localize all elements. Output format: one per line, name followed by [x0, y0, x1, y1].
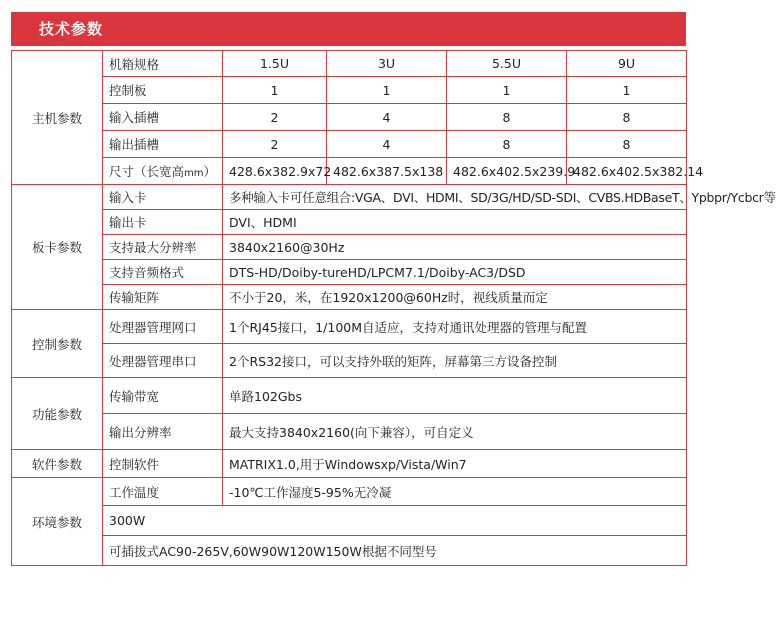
- row-label: 处理器管理网口: [103, 310, 223, 344]
- cell-value: 不小于20，米，在1920x1200@60Hz时，视线质量而定: [223, 285, 687, 310]
- spec-table: [11, 50, 776, 566]
- cell-value: 8: [567, 104, 687, 131]
- row-label-size: [103, 158, 223, 185]
- cell-value: 5.5U: [447, 51, 567, 77]
- cell-value: 2个RS32接口，可以支持外联的矩阵，屏幕第三方设备控制: [223, 344, 687, 378]
- cell-value: 单路102Gbs: [223, 378, 687, 414]
- row-label: 传输矩阵: [103, 285, 223, 310]
- cell-value: 3U: [327, 51, 447, 77]
- row-label: 机箱规格: [103, 51, 223, 77]
- cell-value: 482.6x402.5x239.9: [447, 158, 567, 185]
- cell-value: MATRIX1.0,用于Windowsxp/Vista/Win7: [223, 450, 687, 478]
- cell-value: -10℃工作湿度5-95%无冷凝: [223, 478, 687, 506]
- table-row: [12, 131, 687, 158]
- table-row: [12, 378, 687, 414]
- row-label: 处理器管理串口: [103, 344, 223, 378]
- table-row: [12, 310, 687, 344]
- table-row: [12, 158, 687, 185]
- cell-value-supply: 可插拔式AC90-265V,60W90W120W150W根据不同型号: [103, 536, 687, 566]
- row-label: 输出插槽: [103, 131, 223, 158]
- table-row: [12, 478, 687, 506]
- row-label: 支持音频格式: [103, 260, 223, 285]
- cell-value: 2: [223, 104, 327, 131]
- row-label: 控制软件: [103, 450, 223, 478]
- table-row: [12, 414, 687, 450]
- row-label: 传输带宽: [103, 378, 223, 414]
- cell-value: 8: [567, 131, 687, 158]
- group-control: 控制参数: [12, 310, 103, 378]
- row-label: 输出卡: [103, 210, 223, 235]
- cell-value: 1: [327, 77, 447, 104]
- size-unit: mm: [184, 168, 204, 179]
- table-row: [12, 185, 687, 210]
- cell-value: 3840x2160@30Hz: [223, 235, 687, 260]
- table-row: [12, 260, 687, 285]
- cell-value: 1: [567, 77, 687, 104]
- group-software: 软件参数: [12, 450, 103, 478]
- size-label: 尺寸（长宽高: [109, 164, 185, 179]
- cell-value: 多种输入卡可任意组合:VGA、DVI、HDMI、SD/3G/HD/SD-SDI、CVBS.HDBaseT、Ypbpr/Ycbcr等: [223, 185, 687, 210]
- cell-value: 4: [327, 104, 447, 131]
- section-header: [11, 12, 686, 46]
- table-row: [12, 285, 687, 310]
- cell-value: 482.6x387.5x138: [327, 158, 447, 185]
- cell-value: 1: [447, 77, 567, 104]
- group-card: 板卡参数: [12, 185, 103, 310]
- group-env: 环境参数: [12, 478, 103, 566]
- cell-value-power: 300W: [103, 506, 687, 536]
- cell-value: 428.6x382.9x72: [223, 158, 327, 185]
- cell-value: 482.6x402.5x382.14: [567, 158, 687, 185]
- table-row: [12, 235, 687, 260]
- size-close: ）: [203, 164, 217, 179]
- cell-value: 8: [447, 131, 567, 158]
- section-title: 技术参数: [39, 20, 104, 38]
- cell-value: 1.5U: [223, 51, 327, 77]
- row-label: 控制板: [103, 77, 223, 104]
- cell-value: 最大支持3840x2160(向下兼容），可自定义: [223, 414, 687, 450]
- table-row: [12, 104, 687, 131]
- cell-value: DVI、HDMI: [223, 210, 687, 235]
- table-row: [12, 536, 687, 566]
- cell-value: 8: [447, 104, 567, 131]
- table-row: [12, 450, 687, 478]
- row-label: 输入插槽: [103, 104, 223, 131]
- row-label: 工作温度: [103, 478, 223, 506]
- group-function: 功能参数: [12, 378, 103, 450]
- row-label: 输入卡: [103, 185, 223, 210]
- cell-value: 9U: [567, 51, 687, 77]
- table-row: [12, 77, 687, 104]
- cell-value: 1: [223, 77, 327, 104]
- cell-value: 1个RJ45接口，1/100M自适应，支持对通讯处理器的管理与配置: [223, 310, 687, 344]
- table-row: [12, 51, 687, 77]
- group-host: 主机参数: [12, 51, 103, 185]
- table-row: [12, 506, 687, 536]
- cell-value: DTS-HD/Doiby-tureHD/LPCM7.1/Doiby-AC3/DSD: [223, 260, 687, 285]
- table-row: [12, 344, 687, 378]
- row-label: 输出分辨率: [103, 414, 223, 450]
- cell-value: 4: [327, 131, 447, 158]
- row-label: 支持最大分辨率: [103, 235, 223, 260]
- cell-value: 2: [223, 131, 327, 158]
- table-row: [12, 210, 687, 235]
